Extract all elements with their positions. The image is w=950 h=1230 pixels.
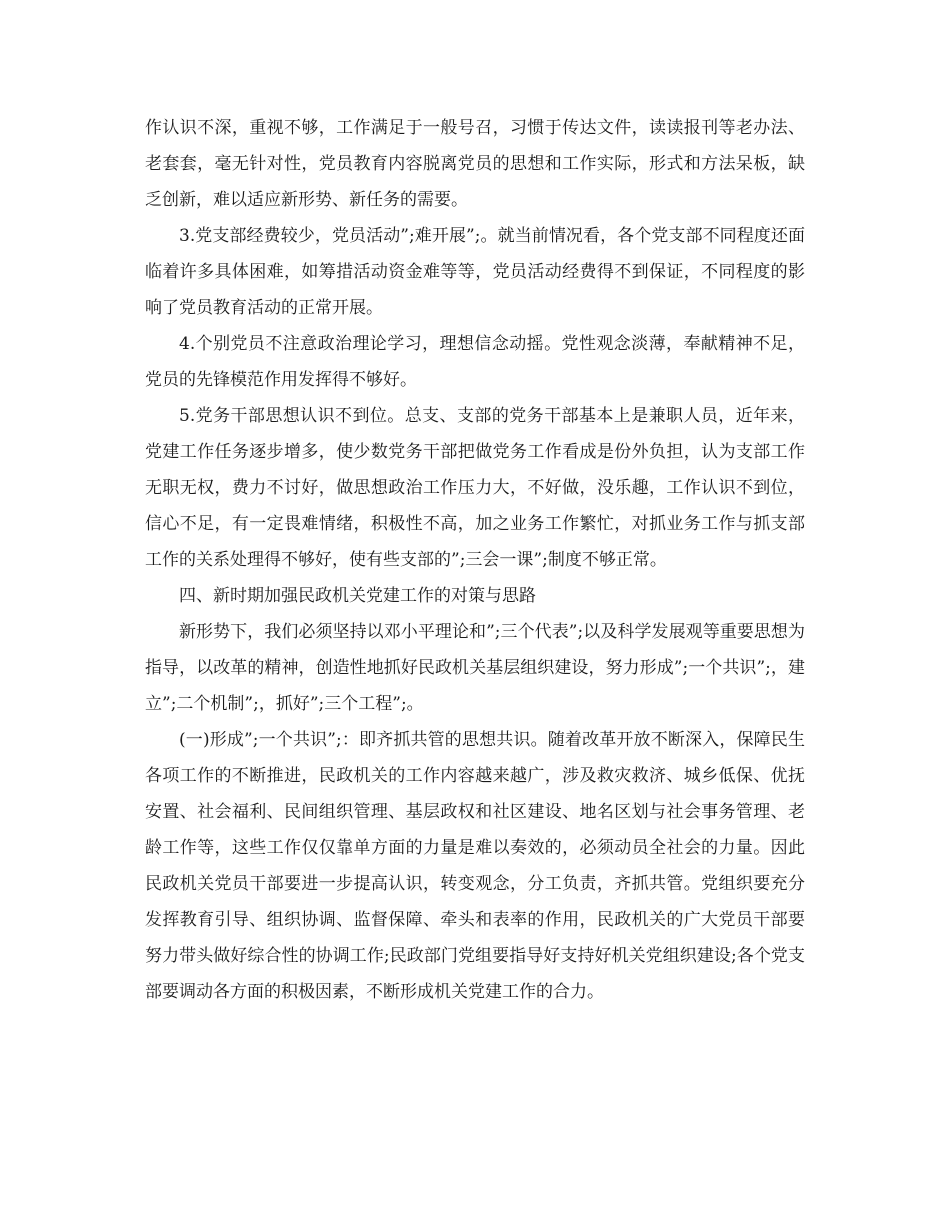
paragraph-3: 4.个别党员不注意政治理论学习，理想信念动摇。党性观念淡薄，奉献精神不足，党员的先锋模范作用发挥得不够好。: [145, 334, 805, 390]
document-page: [145, 110, 805, 1010]
paragraph-4: 5.党务干部思想认识不到位。总支、支部的党务干部基本上是兼职人员，近年来，党建工作任务逐步增多，使少数党务干部把做党务工作看成是份外负担，认为支部工作无职无权，费力不讨好，做思想政治工作压力大，不好做，没乐趣，工作认识不到位，信心不足，有一定畏难情绪，积极性不高，加之业务工作繁忙，对抓业务工作与抓支部工作的关系处理得不够好，使有些支部的”;三会一课”;制度不够正常。: [145, 406, 805, 570]
paragraph-6: (一)形成”;一个共识”;：即齐抓共管的思想共识。随着改革开放不断深入，保障民生各项工作的不断推进，民政机关的工作内容越来越广，涉及救灾救济、城乡低保、优抚安置、社会福利、民间组织管理、基层政权和社区建设、地名区划与社会事务管理、老龄工作等，这些工作仅仅靠单方面的力量是难以奏效的，必须动员全社会的力量。因此民政机关党员干部要进一步提高认识，转变观念，分工负责，齐抓共管。党组织要充分发挥教育引导、组织协调、监督保障、牵头和表率的作用，民政机关的广大党员干部要努力带头做好综合性的协调工作;民政部门党组要指导好支持好机关党组织建设;各个党支部要调动各方面的积极因素，不断形成机关党建工作的合力。: [145, 730, 805, 1002]
paragraph-2: 3.党支部经费较少，党员活动”;难开展”;。就当前情况看，各个党支部不同程度还面临着许多具体困难，如筹措活动资金难等等，党员活动经费得不到保证，不同程度的影响了党员教育活动的正常开展。: [145, 226, 805, 318]
paragraph-1: 作认识不深，重视不够，工作满足于一般号召，习惯于传达文件，读读报刊等老办法、老套套，毫无针对性，党员教育内容脱离党员的思想和工作实际，形式和方法呆板，缺乏创新，难以适应新形势、新任务的需要。: [145, 118, 805, 210]
section-heading: 四、新时期加强民政机关党建工作的对策与思路: [179, 586, 536, 606]
paragraph-5: 新形势下，我们必须坚持以邓小平理论和”;三个代表”;以及科学发展观等重要思想为指导，以改革的精神，创造性地抓好民政机关基层组织建设，努力形成”;一个共识”;，建立”;二个机制”;，抓好”;三个工程”;。: [145, 622, 805, 714]
